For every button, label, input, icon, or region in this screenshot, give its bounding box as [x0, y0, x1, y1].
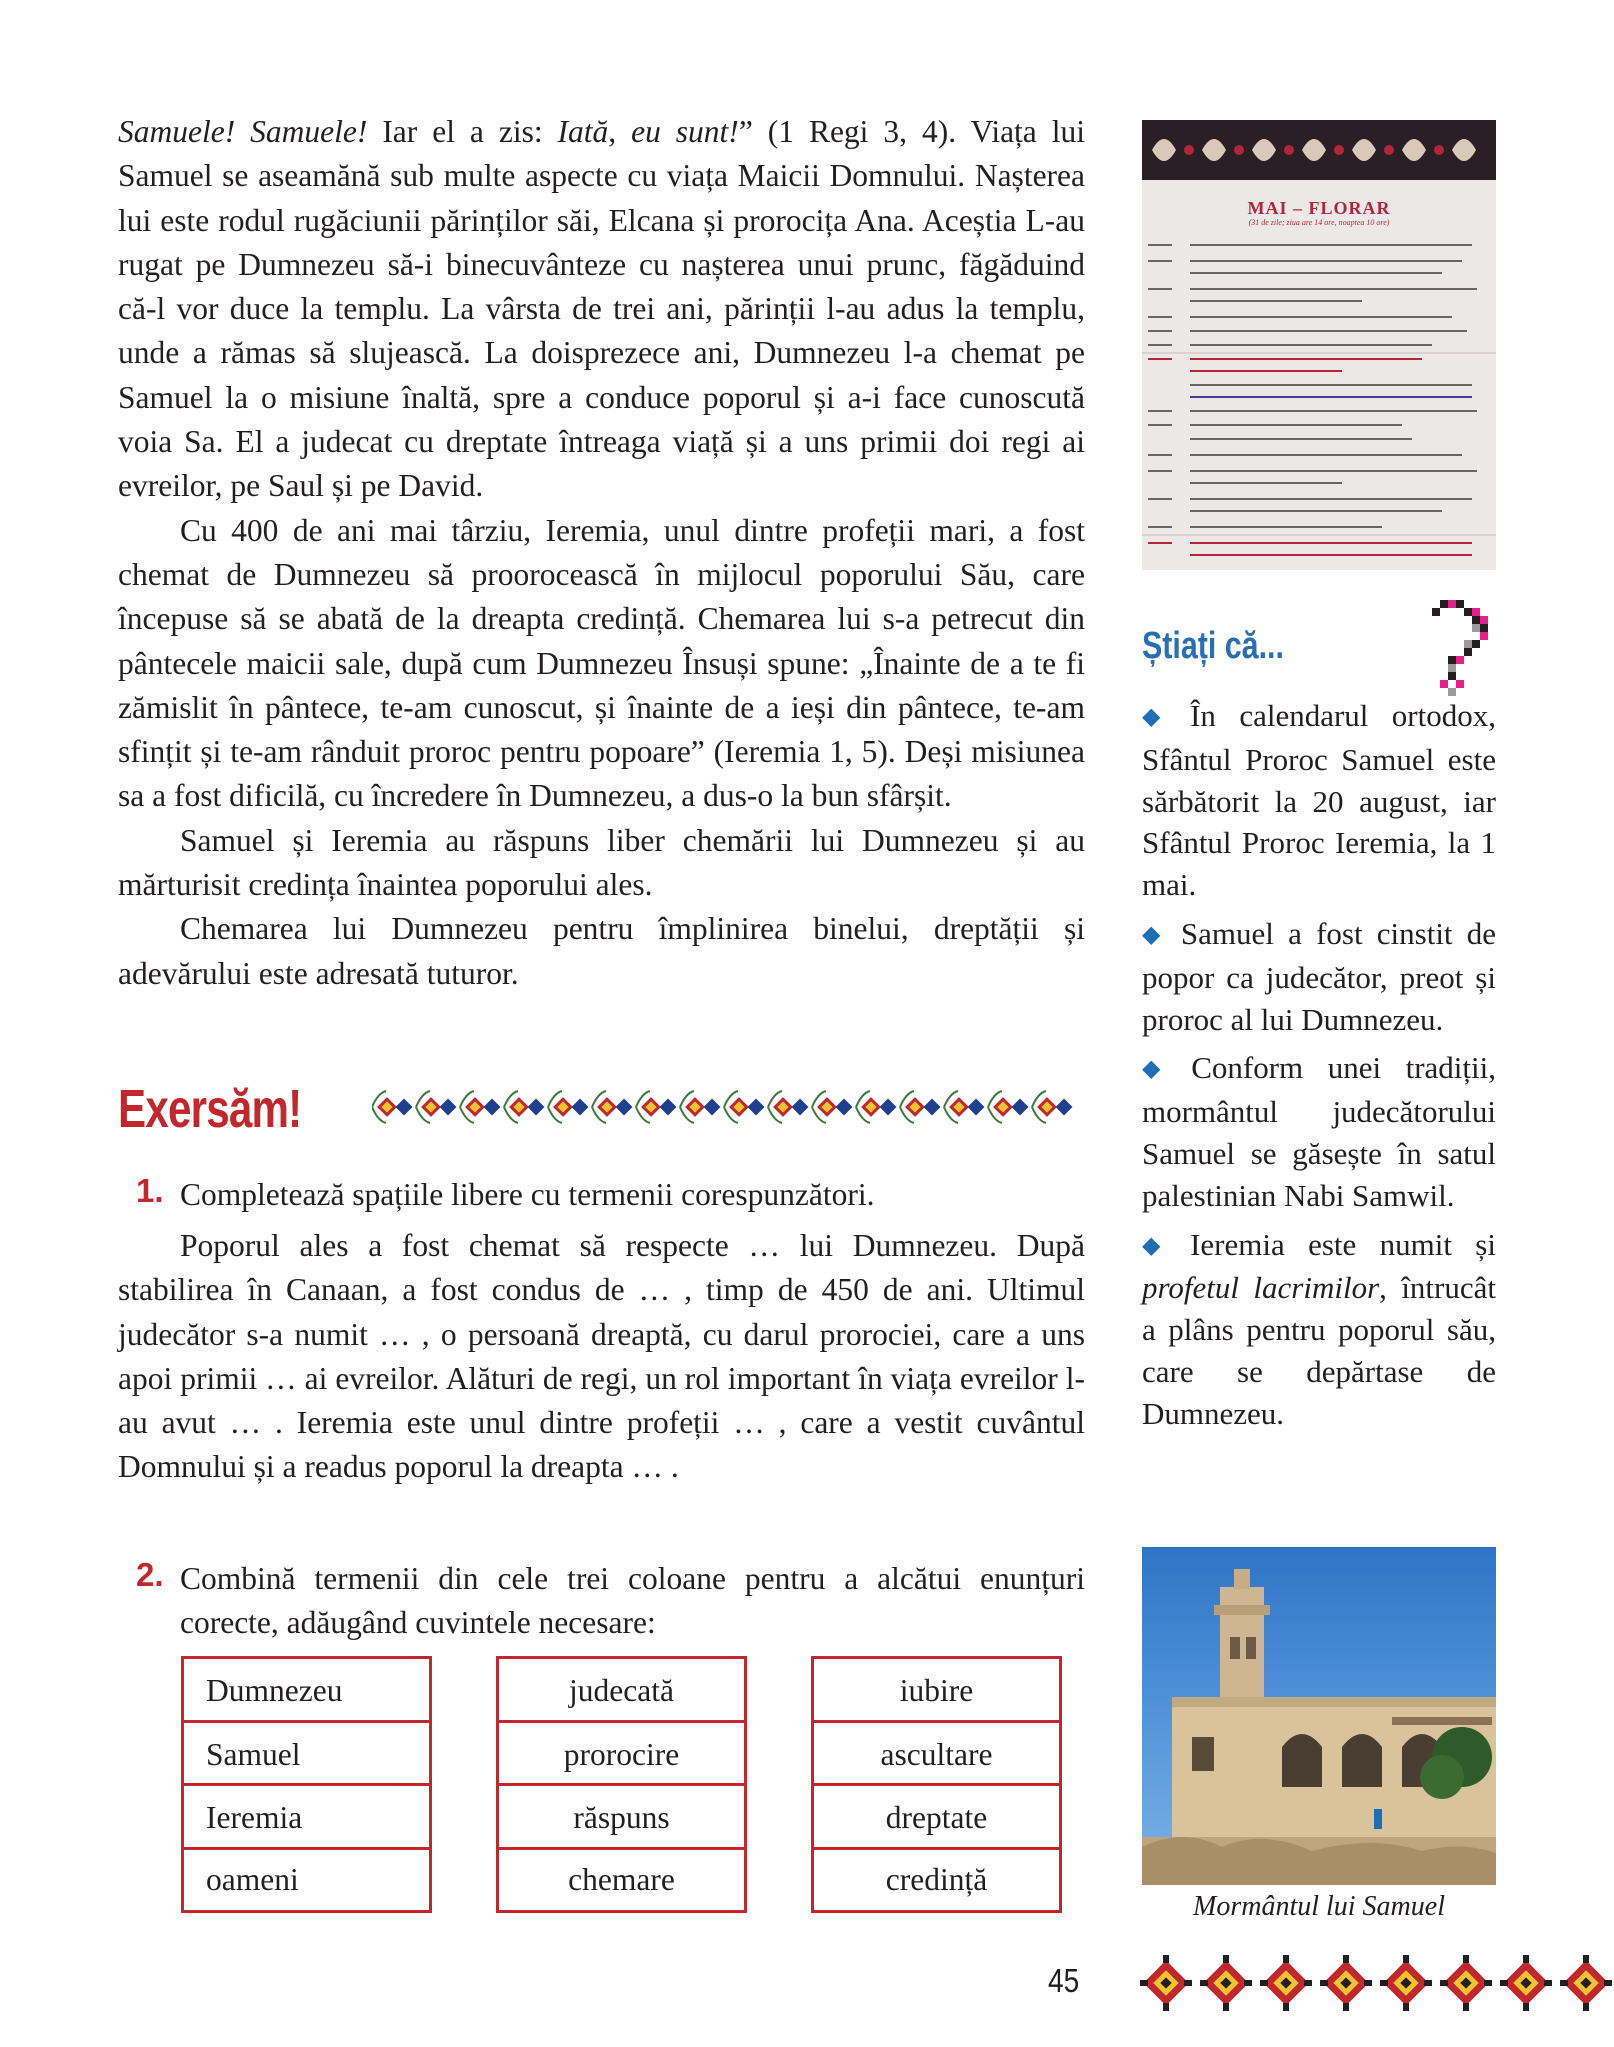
- word-cell: iubire: [814, 1659, 1059, 1723]
- calendar-ornament-band: [1142, 120, 1496, 180]
- word-cell: Dumnezeu: [184, 1659, 429, 1723]
- diamond-bullet-icon: ◆: [1142, 1232, 1177, 1259]
- fact-item: ◆ Ieremia este numit și profetul lacrimilor, întrucât a plâns pentru poporul său, care se depărtase de Dumnezeu.: [1142, 1226, 1496, 1431]
- exercise-1-number: 1.: [136, 1172, 164, 1209]
- main-text: [118, 110, 1085, 996]
- word-cell: dreptate: [814, 1786, 1059, 1850]
- paragraph-1: Samuele! Samuele! Iar el a zis: Iată, eu sunt!” (1 Regi 3, 4). Viața lui Samuel se aseamănă sub multe aspecte cu viața Maicii Domnului. Nașterea lui este rodul rugăciunii părinților săi, Elcana și prorocița Ana. Aceștia L-au rugat pe Dumnezeu să-i binecuvânteze cu nașterea unui prunc, făgăduind că-l vor duce la templu. La vârsta de trei ani, părinții l-au adus la templu, unde a rămas să slujească. La doisprezece ani, Dumnezeu l-a chemat pe Samuel la o misiune înaltă, spre a conduce poporul și a-i face cunoscută voia Sa. El a judecat cu dreptate întreaga viață și a uns primii doi regi ai evreilor, pe Saul și pe David.: [118, 114, 1085, 504]
- word-column-3: [811, 1656, 1062, 1913]
- word-column-2: [496, 1656, 747, 1913]
- fact-item: ◆ Conform unei tradiții, mormântul judecătorului Samuel se găsește în satul palestinian Nabi Samwil.: [1142, 1050, 1496, 1213]
- word-column-1: [181, 1656, 432, 1913]
- diamond-bullet-icon: ◆: [1142, 1056, 1178, 1083]
- diamond-bullet-icon: ◆: [1142, 921, 1167, 948]
- calendar-subtitle: (31 de zile; ziua are 14 ore, noaptea 10 ore): [1248, 218, 1390, 227]
- word-cell: prorocire: [499, 1723, 744, 1787]
- did-you-know-list: [1142, 695, 1496, 1442]
- paragraph-2: Cu 400 de ani mai târziu, Ieremia, unul dintre profeții mari, a fost chemat de Dumnezeu să proorocească în mijlocul poporului Său, care începuse să se abată de la dreapta credință. Chemarea lui s-a petrecut din pântecele maicii sale, după cum Dumnezeu Însuși spune: „Înainte de a te fi zămislit în pântece, te-am cunoscut, și înainte de a ieși din pântece, te-am sfințit și te-am rânduit proroc pentru popoare” (Ieremia 1, 5). Deși misiunea sa a fost dificilă, cu încredere în Dumnezeu, a dus-o la bun sfârșit.: [118, 512, 1085, 814]
- exercise-1-text: Poporul ales a fost chemat să respecte … lui Dumnezeu. După stabilirea în Canaan, a fost condus de … , timp de 450 de ani. Ultimul judecător s-a numit … , o persoană dreaptă, cu darul prorociei, care a uns apoi primii … ai evreilor. Alături de regi, un rol important în viața evreilor l-au avut … . Ieremia este unul dintre profeții … , care a vestit cuvântul Domnului și a readus poporul la dreapta … .: [118, 1228, 1085, 1485]
- folk-border-decoration: [372, 1085, 1082, 1131]
- exercise-2-instruction: Combină termenii din cele trei coloane pentru a alcătui enunțuri corecte, adăugând cuvintele necesare:: [180, 1561, 1085, 1641]
- building-illustration: [1142, 1547, 1496, 1885]
- exercises-heading: Exersăm!: [118, 1079, 302, 1139]
- word-cell: răspuns: [499, 1786, 744, 1850]
- calendar-image: [1142, 120, 1496, 570]
- word-cell: judecată: [499, 1659, 744, 1723]
- calendar-entries: [1142, 235, 1496, 565]
- word-cell: oameni: [206, 1861, 299, 1897]
- word-cell: Ieremia: [184, 1786, 429, 1850]
- word-cell: chemare: [568, 1861, 675, 1897]
- bottom-folk-border-decoration: [1140, 1953, 1614, 2013]
- page-number: 45: [1048, 1962, 1080, 1999]
- fact-item: ◆ Samuel a fost cinstit de popor ca judecător, preot și proroc al lui Dumnezeu.: [1142, 915, 1496, 1037]
- photo-caption: Mormântul lui Samuel: [1193, 1891, 1445, 1922]
- paragraph-4: Chemarea lui Dumnezeu pentru împlinirea binelui, dreptății și adevărului este adresată tuturor.: [118, 911, 1085, 991]
- tomb-of-samuel-photo: [1142, 1547, 1496, 1885]
- did-you-know-title: Știați că...: [1142, 625, 1284, 667]
- calendar-title: MAI – FLORAR: [1247, 198, 1391, 218]
- exercise-1-instruction: Completează spațiile libere cu termenii corespunzători.: [180, 1177, 875, 1212]
- word-cell: Samuel: [184, 1723, 429, 1787]
- word-cell: ascultare: [814, 1723, 1059, 1787]
- diamond-bullet-icon: ◆: [1142, 704, 1177, 730]
- word-cell: credință: [885, 1861, 988, 1897]
- paragraph-3: Samuel și Ieremia au răspuns liber chemării lui Dumnezeu și au mărturisit credința înaintea poporului ales.: [118, 822, 1085, 903]
- fact-item: ◆ În calendarul ortodox, Sfântul Proroc Samuel este sărbătorit la 20 august, iar Sfântul Proroc Ieremia, la 1 mai.: [1142, 698, 1496, 903]
- exercise-2-number: 2.: [136, 1556, 164, 1593]
- pixel-question-mark-icon: [1432, 600, 1496, 700]
